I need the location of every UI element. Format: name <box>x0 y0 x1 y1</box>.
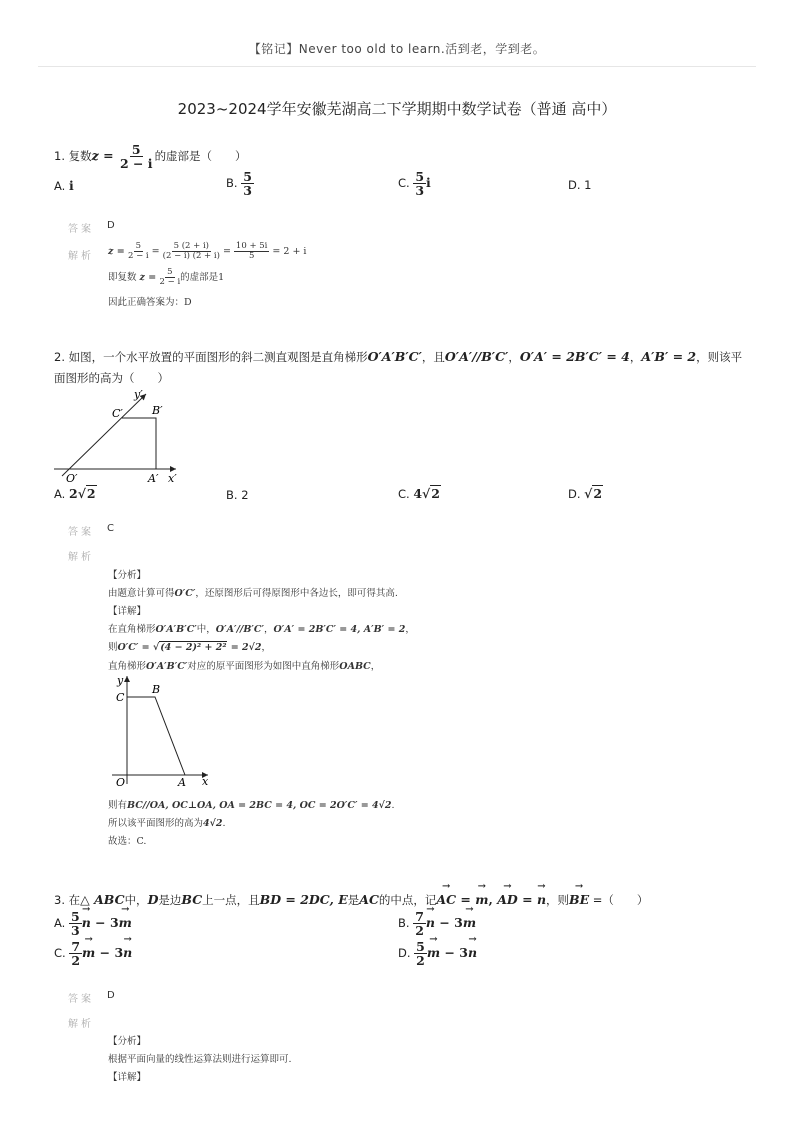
q2-sol-l3-m2: OABC <box>339 661 371 672</box>
q1-sol-l2-tail: 的虚部是1 <box>180 271 225 283</box>
q1-var-z: z <box>91 148 99 164</box>
q2-sol-l2-rad: (4 − 2)² + 2² <box>160 642 227 653</box>
q3-a-t1: → n <box>82 915 91 930</box>
q1-sol-eq2: = <box>219 245 234 257</box>
q1-sol-l2-pre: 即复数 <box>108 271 140 283</box>
q2-m4: A′B′ = 2 <box>641 349 697 364</box>
q1-option-a-label: A. <box>54 179 66 193</box>
q1-option-d[interactable] <box>568 178 592 192</box>
q1-sol-tail: = 2 + i <box>269 245 307 257</box>
q3-option-b-label: B. <box>398 916 410 931</box>
q3-b-t2: → m <box>463 915 476 930</box>
q1-option-d-value: 1 <box>584 178 592 192</box>
q3-b-den: 2 <box>415 923 424 939</box>
q3-option-c-fraction <box>69 940 82 967</box>
q2-sol-line-2: 则O′C′ = √(4 − 2)² + 2² = 2√2， <box>108 642 272 653</box>
q1-sol-f3-d: 5 <box>248 250 255 261</box>
q1-sol-frac-2 <box>163 242 220 261</box>
q2-option-d[interactable]: D. √2 <box>568 486 603 501</box>
q1-option-a[interactable] <box>54 178 74 193</box>
q3-c-num: 7 <box>71 939 81 954</box>
q2-option-a-rad: 2 <box>86 486 96 501</box>
q2-sol-heading-detail: 【详解】 <box>108 606 147 617</box>
q2-answer-label: 答案 <box>68 527 94 538</box>
question-1-stem <box>54 143 247 170</box>
q2-fig-label-x: x′ <box>168 472 177 485</box>
q2-fig-label-a: A′ <box>148 472 159 485</box>
q3-vector-n: → n <box>537 892 546 907</box>
q2-sol-l5-tail: . <box>222 818 226 829</box>
q3-mid6: ，则 <box>546 893 570 907</box>
q3-a-mid: − 3 <box>90 915 119 931</box>
q1-sol-f2-n: 5 (2 + i) <box>173 241 209 251</box>
q1-sol-l2-fn: 5 <box>167 267 173 277</box>
q2-sol-l4-tail: . <box>391 800 395 811</box>
q1-option-a-value: i <box>68 178 74 193</box>
q1-option-d-label: D. <box>568 178 581 192</box>
q3-mid5: 的中点，记 <box>378 893 437 907</box>
q3-c-t1: → m <box>82 945 95 960</box>
q2-sol-l1-mid2: ， <box>264 624 274 635</box>
q2-sol-fig-label-x: x <box>202 775 209 788</box>
q2-sol-l3-m: O′A′B′C′ <box>146 661 188 672</box>
q1-sol-l2-fd: 2 − i <box>159 276 181 287</box>
q2-fig-label-b: B′ <box>152 404 163 417</box>
q2-option-d-rad: 2 <box>593 486 603 501</box>
q1-option-b[interactable] <box>226 170 254 197</box>
q3-option-d-fraction <box>414 940 427 967</box>
q3-eq-m: = <box>456 892 476 907</box>
q3-d-t2: → n <box>468 945 477 960</box>
q2-sol-l4-m: BC//OA, OC⊥OA, OA = 2BC = 4, OC = 2O′C′ = 4√2 <box>127 800 392 811</box>
q1-solution-line-1 <box>108 242 306 261</box>
question-3-stem <box>54 892 648 908</box>
page-header: 【铭记】Never too old to learn.活到老，学到老。 <box>248 42 546 56</box>
q3-a-den: 3 <box>70 923 80 939</box>
question-2-stem-line-1 <box>54 349 764 365</box>
q3-c-t2: → n <box>123 945 132 960</box>
q1-sol-l2-z: z = <box>139 271 160 283</box>
q2-sol-l3-tail: ， <box>370 661 381 672</box>
q2-sol-l2-pre: 则 <box>108 642 118 653</box>
q2-sol-l2-m: O′C′ = <box>117 642 153 653</box>
q2-sol-l5-pre: 所以该平面图形的高为 <box>108 818 204 829</box>
q1-option-c-fraction <box>413 170 426 197</box>
q2-sol-fenxi: 由题意计算可得 <box>108 588 175 599</box>
q2-option-c-rad: 2 <box>431 486 440 501</box>
q2-solution-figure-trapezoid <box>108 672 218 792</box>
q3-d-num: 5 <box>416 939 425 954</box>
q2-sol-heading-analysis: 【分析】 <box>108 570 147 581</box>
q3-side-bc: BC <box>181 892 203 907</box>
q1-option-c-label: C. <box>398 176 410 191</box>
q1-option-b-label: B. <box>226 176 238 191</box>
q2-m2: O′A′//B′C′ <box>444 349 509 364</box>
q2-fig-trapezoid-edges <box>122 418 156 469</box>
q2-sol-fig-label-c: C <box>116 691 125 704</box>
q3-sol-heading-analysis: 【分析】 <box>108 1036 147 1047</box>
header-divider <box>38 66 756 67</box>
q1-sol-lhs: z = <box>108 245 128 257</box>
q1-sol-f1-n: 5 <box>135 241 142 251</box>
q3-tail: =（ ） <box>589 893 649 907</box>
q2-sol-l1-m3: O′A′ = 2B′C′ = 4, A′B′ = 2 <box>273 624 406 635</box>
q2-sol-line-6: 故选：C. <box>108 836 147 847</box>
q3-option-a-fraction <box>69 910 82 937</box>
q3-point-d: D <box>147 892 159 907</box>
q3-option-a-label: A. <box>54 916 66 931</box>
q2-option-a-coef: 2 <box>68 486 78 501</box>
q2-option-d-label: D. <box>568 487 581 501</box>
q2-sol-l3-mid: 对应的原平面图形为如图中直角梯形 <box>187 661 340 672</box>
q1-answer-value: D <box>107 220 115 231</box>
q2-sol-l5-m: 4√2 <box>203 818 223 829</box>
q2-mid3: ， <box>629 350 642 364</box>
q3-side-ac: AC <box>359 892 379 907</box>
q2-sol-l3-pre: 直角梯形 <box>108 661 147 672</box>
q3-eq-n: = <box>517 892 537 907</box>
q2-sol-fenxi-tail: ，还原图形后可得原图形中各边长，即可得其高. <box>195 588 398 599</box>
q3-triangle: △ ABC <box>80 892 125 907</box>
q2-sol-fig-label-b: B <box>152 683 161 696</box>
q2-sol-fig-label-a: A <box>178 776 186 789</box>
q2-sol-l2-tail: = 2√2 <box>227 642 262 653</box>
q2-option-c-coef: 4 <box>413 486 423 501</box>
question-2-stem-line-2: 面图形的高为（ ） <box>54 371 169 385</box>
q2-option-b-label: B. <box>226 488 238 502</box>
q3-a-num: 5 <box>70 909 80 924</box>
q3-answer-value: D <box>107 990 115 1001</box>
q1-suffix: 的虚部是（ ） <box>154 149 247 164</box>
q2-m3: O′A′ = 2B′C′ = 4 <box>519 349 630 364</box>
q1-solution-line-3: 因此正确答案为：D <box>108 297 192 308</box>
q2-fig-label-o: O′ <box>66 472 78 485</box>
q1-c-den: 3 <box>415 183 425 199</box>
q2-sol-fig-edges <box>127 697 185 775</box>
q2-fig-label-y: y′ <box>134 388 143 401</box>
q2-sol-line-1 <box>108 621 415 635</box>
q3-a-t2: → m <box>119 915 132 930</box>
q3-answer-label: 答案 <box>68 994 94 1005</box>
q2-sol-line-4 <box>108 797 395 811</box>
q3-sol-heading-detail: 【详解】 <box>108 1072 147 1083</box>
q1-c-tail: i <box>426 175 431 191</box>
q2-fig-y-axis <box>62 394 146 476</box>
q3-mid1: 中， <box>124 893 148 907</box>
q2-sol-fenxi-m: O′C′ <box>174 588 196 599</box>
q2-option-c-label: C. <box>398 487 410 501</box>
q3-mid4: 是 <box>347 893 360 907</box>
q3-analysis-label: 解析 <box>68 1019 94 1030</box>
q2-sol-l2-end: ， <box>261 642 272 653</box>
q3-comma: , <box>488 892 498 907</box>
q3-option-c-label: C. <box>54 946 66 961</box>
q1-c-num: 5 <box>415 169 425 184</box>
q2-option-b[interactable] <box>226 488 249 502</box>
q2-sol-line-5 <box>108 815 226 829</box>
q3-option-d-label: D. <box>398 946 411 961</box>
q2-fig-label-c: C′ <box>112 407 123 420</box>
q1-sol-eq1: = <box>148 245 163 257</box>
q1-analysis-label: 解析 <box>68 251 94 262</box>
q3-vector-m: → m <box>475 892 488 907</box>
q1-eq: = <box>98 148 118 164</box>
q2-option-b-value: 2 <box>241 488 249 502</box>
q1-prefix: 1. 复数 <box>54 149 92 164</box>
q3-c-mid: − 3 <box>95 945 124 961</box>
q1-b-num: 5 <box>243 169 252 184</box>
q3-mid3: 上一点，且 <box>202 893 260 907</box>
q1-fraction <box>118 143 155 170</box>
q2-tail: ，则该平 <box>696 350 743 364</box>
q2-pre: 2. 如图，一个水平放置的平面图形的斜二测直观图是直角梯形 <box>54 350 368 364</box>
q3-d-den: 2 <box>416 953 425 969</box>
q1-sol-f3-n: 10 + 5i <box>235 241 268 251</box>
q3-d-mid: − 3 <box>440 945 468 961</box>
q1-den: 2 − i <box>119 156 153 172</box>
q3-d-t1: → m <box>427 945 440 960</box>
q2-m1: O′A′B′C′ <box>367 349 422 364</box>
q2-sol-l1-pre: 在直角梯形 <box>108 624 156 635</box>
q2-sol-l1-mid: 中， <box>196 624 216 635</box>
q2-sol-l1-m2: O′A′//B′C′ <box>215 624 264 635</box>
q2-figure-oblique-trapezoid <box>52 386 187 486</box>
q2-sol-l1-m1: O′A′B′C′ <box>155 624 197 635</box>
q3-option-b-fraction <box>413 910 426 937</box>
q1-b-den: 3 <box>243 183 252 199</box>
q2-sol-l4-pre: 则有 <box>108 800 128 811</box>
q1-sol-frac-3 <box>234 242 269 261</box>
q2-option-a[interactable]: A. 2√2 <box>54 486 96 501</box>
q2-mid2: ， <box>508 350 520 364</box>
q3-vector-ac: → AC <box>436 892 456 907</box>
q3-mid2: 是边 <box>158 893 182 907</box>
q2-sol-analysis <box>108 585 398 599</box>
q2-option-a-label: A. <box>54 487 66 501</box>
q2-mid: ，且 <box>421 350 445 364</box>
q3-b-num: 7 <box>415 909 424 924</box>
page-title: 2023~2024学年安徽芜湖高二下学期期中数学试卷（普通 高中） <box>177 100 617 118</box>
q3-vector-ad: → AD <box>497 892 518 907</box>
q3-pre: 3. 在 <box>54 893 81 907</box>
q2-sol-line-3 <box>108 658 380 672</box>
q2-answer-value: C <box>107 523 114 534</box>
q3-c-den: 2 <box>71 953 81 969</box>
q3-b-mid: − 3 <box>435 915 463 931</box>
q3-eq1: BD = 2DC, E <box>259 892 348 907</box>
q2-option-c[interactable]: C. 4√2 <box>398 486 440 501</box>
q1-sol-f2-d: (2 − i) (2 + i) <box>162 250 220 261</box>
q1-sol-f1-d: 2 − i <box>127 250 149 261</box>
q3-option-d[interactable] <box>398 940 477 967</box>
q2-analysis-label: 解析 <box>68 552 94 563</box>
q3-option-c[interactable] <box>54 940 132 967</box>
q1-num: 5 <box>131 142 141 157</box>
q1-sol-l2-frac <box>160 268 181 287</box>
q1-option-b-fraction <box>241 170 254 197</box>
q1-solution-line-2 <box>108 268 224 287</box>
q3-sol-analysis: 根据平面向量的线性运算法则进行运算即可. <box>108 1054 292 1065</box>
q1-sol-frac-1 <box>128 242 149 261</box>
q1-option-c[interactable] <box>398 170 431 197</box>
q3-b-t1: → n <box>426 915 435 930</box>
q2-sol-fig-label-y: y <box>117 674 124 687</box>
q2-sol-l1-tail: ， <box>405 624 415 635</box>
q3-vector-be: → BE <box>569 892 589 907</box>
q2-sol-fig-label-o: O <box>116 776 126 789</box>
q1-answer-label: 答案 <box>68 224 94 235</box>
